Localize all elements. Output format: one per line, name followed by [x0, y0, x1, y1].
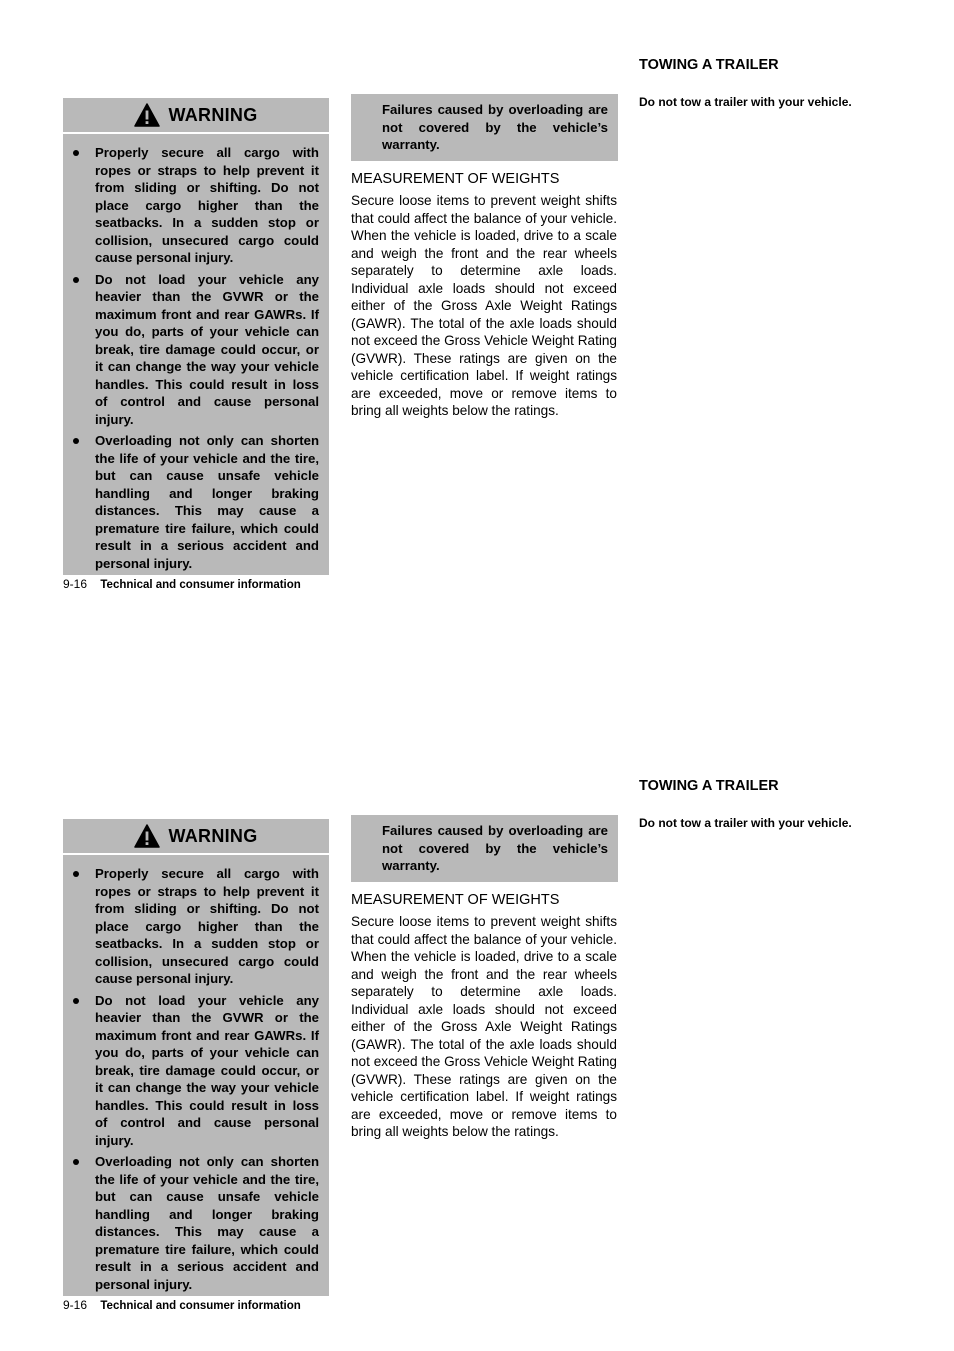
- warning-item: [63, 271, 329, 429]
- warning-list: [63, 144, 329, 576]
- page-number: 9-16: [63, 1298, 88, 1312]
- note-text: Failures caused by overloading are not covered by the vehicle’s warranty.: [382, 102, 608, 152]
- bullet-icon: [73, 1159, 79, 1165]
- manual-page-bottom: [0, 721, 954, 1321]
- note-text: Failures caused by overloading are not covered by the vehicle’s warranty.: [382, 823, 608, 873]
- warning-triangle-icon: [134, 103, 160, 127]
- page-footer: [63, 577, 301, 591]
- warning-item: [63, 1153, 329, 1293]
- warning-box: [63, 98, 329, 575]
- note-box: [351, 815, 618, 882]
- towing-heading: TOWING A TRAILER: [639, 778, 779, 794]
- page-footer: [63, 1298, 301, 1312]
- warning-title: WARNING: [168, 104, 258, 125]
- manual-page-top: [0, 0, 954, 600]
- measurement-heading: MEASUREMENT OF WEIGHTS: [351, 171, 560, 187]
- warning-title: WARNING: [168, 825, 258, 846]
- warning-item-text: Overloading not only can shorten the life of your vehicle and the tire, but can cause unsafe vehicle handling and longer braking distances. This may cause a premature tire failure, which could result in a serious accident and personal injury.: [95, 1154, 319, 1292]
- warning-header: [63, 819, 329, 855]
- warning-item-text: Do not load your vehicle any heavier than the GVWR or the maximum front and rear GAWRs. If you do, parts of your vehicle can break, tire damage could occur, or it can change the way your vehicle handles. This could result in loss of control and cause personal injury.: [95, 992, 319, 1148]
- towing-text: Do not tow a trailer with your vehicle.: [639, 95, 852, 109]
- warning-item-text: Properly secure all cargo with ropes or straps to help prevent it from sliding or shifting. Do not place cargo higher than the seatbacks. In a sudden stop or collision, unsecured cargo could cause personal injury.: [95, 866, 319, 986]
- warning-item: [63, 432, 329, 572]
- warning-item: [63, 144, 329, 267]
- towing-heading: TOWING A TRAILER: [639, 57, 779, 73]
- bullet-icon: [73, 438, 79, 444]
- measurement-body: Secure loose items to prevent weight shifts that could affect the balance of your vehicle. When the vehicle is loaded, drive to a scale and weigh the front and the rear wheels separately to determine axle loads. Individual axle loads should not exceed either of the Gross Axle Weight Ratings (GAWR). The total of the axle loads should not exceed the Gross Vehicle Weight Rating (GVWR). These ratings are given on the vehicle certification label. If weight ratings are exceeded, move or remove items to bring all weights below the ratings.: [351, 914, 617, 1139]
- warning-triangle-icon: [134, 824, 160, 848]
- bullet-icon: [73, 871, 79, 877]
- bullet-icon: [73, 998, 79, 1004]
- measurement-body: Secure loose items to prevent weight shifts that could affect the balance of your vehicle. When the vehicle is loaded, drive to a scale and weigh the front and the rear wheels separately to determine axle loads. Individual axle loads should not exceed either of the Gross Axle Weight Ratings (GAWR). The total of the axle loads should not exceed the Gross Vehicle Weight Rating (GVWR). These ratings are given on the vehicle certification label. If weight ratings are exceeded, move or remove items to bring all weights below the ratings.: [351, 193, 617, 418]
- warning-item-text: Overloading not only can shorten the life of your vehicle and the tire, but can cause unsafe vehicle handling and longer braking distances. This may cause a premature tire failure, which could result in a serious accident and personal injury.: [95, 433, 319, 571]
- bullet-icon: [73, 277, 79, 283]
- warning-list: [63, 865, 329, 1297]
- page-number: 9-16: [63, 577, 88, 591]
- warning-header: [63, 98, 329, 134]
- bullet-icon: [73, 150, 79, 156]
- measurement-heading: MEASUREMENT OF WEIGHTS: [351, 892, 560, 908]
- section-name: Technical and consumer information: [100, 579, 301, 591]
- section-name: Technical and consumer information: [100, 1300, 301, 1312]
- warning-item: [63, 992, 329, 1150]
- warning-box: [63, 819, 329, 1296]
- warning-item-text: Do not load your vehicle any heavier than the GVWR or the maximum front and rear GAWRs. If you do, parts of your vehicle can break, tire damage could occur, or it can change the way your vehicle handles. This could result in loss of control and cause personal injury.: [95, 271, 319, 427]
- note-box: [351, 94, 618, 161]
- warning-item-text: Properly secure all cargo with ropes or straps to help prevent it from sliding or shifting. Do not place cargo higher than the seatbacks. In a sudden stop or collision, unsecured cargo could cause personal injury.: [95, 145, 319, 265]
- towing-text: Do not tow a trailer with your vehicle.: [639, 816, 852, 830]
- warning-item: [63, 865, 329, 988]
